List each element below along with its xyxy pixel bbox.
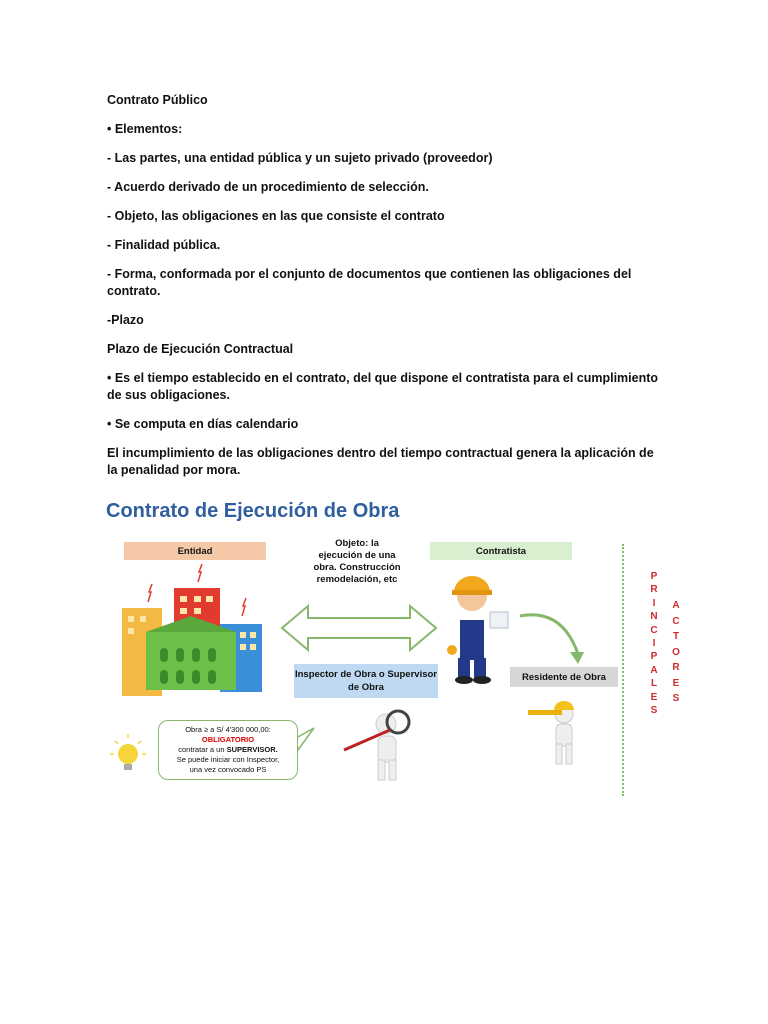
contratista-label: Contratista [430,542,572,560]
vertical-letter: R [650,584,658,596]
bubble-tail [296,728,314,750]
vertical-letter: P [650,571,658,582]
elementos-label: • Elementos: [107,122,183,136]
vertical-letter: P [650,651,658,663]
vertical-letter: A [672,600,680,611]
objeto-text: Objeto: la ejecución de una obra. Construcción remodelación, etc [313,538,401,585]
inspector-label: Inspector de Obra o Supervisor de Obra [294,664,438,698]
document-body [107,92,667,491]
double-arrow-icon [282,606,436,650]
bullet: • Es el tiempo establecido en el contrato, del que dispone el contratista para el cumplimiento de sus obligaciones. [107,371,659,402]
figure-title: Contrato de Ejecución de Obra [106,500,400,522]
bubble-line: Se puede iniciar con Inspector, [176,755,280,764]
curved-arrow-icon [520,615,584,664]
vertical-actores [670,598,682,707]
bullet: • Se computa en días calendario [107,417,299,431]
residente-figure-icon [528,701,574,764]
residente-label: Residente de Obra [510,667,618,687]
text-line: - Forma, conformada por el conjunto de documentos que contienen las obligaciones del contrato. [107,267,632,298]
plazo-heading: Plazo de Ejecución Contractual [107,342,294,356]
bubble-text: contratar a un [178,745,227,754]
vertical-letter: C [672,615,680,627]
text-line: - Acuerdo derivado de un procedimiento de selección. [107,180,429,194]
lightbulb-icon [110,734,146,770]
vertical-letter: S [650,705,658,717]
vertical-letter: S [672,693,680,704]
vertical-principales [648,570,660,717]
text-line: - Finalidad pública. [107,238,221,252]
buildings-icon [122,564,262,696]
bubble-line [159,745,297,755]
vertical-letter: N [650,611,658,623]
supervisor-note-bubble [158,720,298,780]
dotted-divider [622,544,624,796]
obligatorio-text: OBLIGATORIO [201,735,255,744]
bubble-line: una vez convocado PS [189,765,267,774]
vertical-letter: L [650,678,658,690]
worker-icon [447,576,508,684]
text-line: - Las partes, una entidad pública y un sujeto privado (proveedor) [107,151,493,165]
inspector-icon [344,711,409,780]
bubble-line: Obra ≥ a S/ 4'300 000,00: [185,725,271,734]
text-line: - Objeto, las obligaciones en las que consiste el contrato [107,209,445,223]
closing-paragraph: El incumplimiento de las obligaciones dentro del tiempo contractual genera la aplicación de la penalidad por mora. [107,446,654,477]
supervisor-text: SUPERVISOR. [226,745,278,754]
contract-figure [100,492,680,812]
vertical-letter: E [672,677,680,689]
vertical-letter: R [672,662,680,673]
heading: Contrato Público [107,93,208,107]
text-line: -Plazo [107,313,144,327]
vertical-letter: E [650,691,658,703]
entidad-label: Entidad [124,542,266,560]
vertical-letter: O [672,646,680,658]
vertical-letter: C [650,624,658,636]
vertical-letter: A [650,664,658,676]
vertical-letter: I [652,638,656,650]
vertical-letter: I [652,597,656,609]
vertical-letter: T [672,631,680,642]
